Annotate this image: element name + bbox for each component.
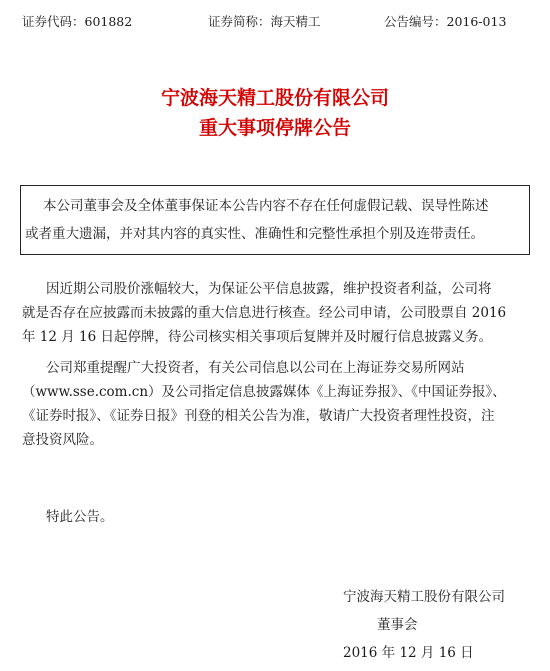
disclaimer-line-2: 或者重大遗漏，并对其内容的真实性、准确性和完整性承担个别及连带责任。 (25, 226, 484, 242)
signature-date: 2016 年 12 月 16 日 (343, 645, 474, 661)
paragraph-1-line-1: 因近期公司股价涨幅较大，为保证公平信息披露，维护投资者利益，公司将 (46, 281, 492, 297)
document-header (0, 12, 550, 32)
security-code: 证券代码：601882 (22, 14, 133, 29)
disclaimer-box (20, 185, 530, 255)
paragraph-2-line-2: （www.sse.com.cn）及公司指定信息披露媒体《上海证券报》、《中国证券报》、 (22, 384, 506, 400)
paragraph-2-line-4: 意投资风险。 (22, 432, 103, 448)
signature-board: 董事会 (377, 617, 418, 633)
paragraph-2-line-1: 公司郑重提醒广大投资者，有关公司信息以公司在上海证券交易所网站 (46, 360, 465, 376)
security-name: 证券简称：海天精工 (208, 14, 321, 29)
paragraph-1-line-2: 就是否存在应披露而未披露的重大信息进行核查。经公司申请，公司股票自 2016 (22, 305, 507, 321)
announcement-number: 公告编号：2016-013 (384, 14, 507, 29)
company-title: 宁波海天精工股份有限公司 (160, 87, 389, 109)
announcement-title: 重大事项停牌公告 (198, 117, 351, 139)
signature-company: 宁波海天精工股份有限公司 (343, 589, 505, 605)
paragraph-2-line-3: 《证券时报》、《证券日报》刊登的相关公告为准，敬请广大投资者理性投资，注 (22, 408, 495, 424)
closing-remark: 特此公告。 (46, 509, 114, 525)
disclaimer-line-1: 本公司董事会及全体董事保证本公告内容不存在任何虚假记载、误导性陈述 (43, 198, 489, 214)
paragraph-1-line-3: 年 12 月 16 日起停牌，待公司核实相关事项后复牌并及时履行信息披露义务。 (22, 329, 493, 345)
